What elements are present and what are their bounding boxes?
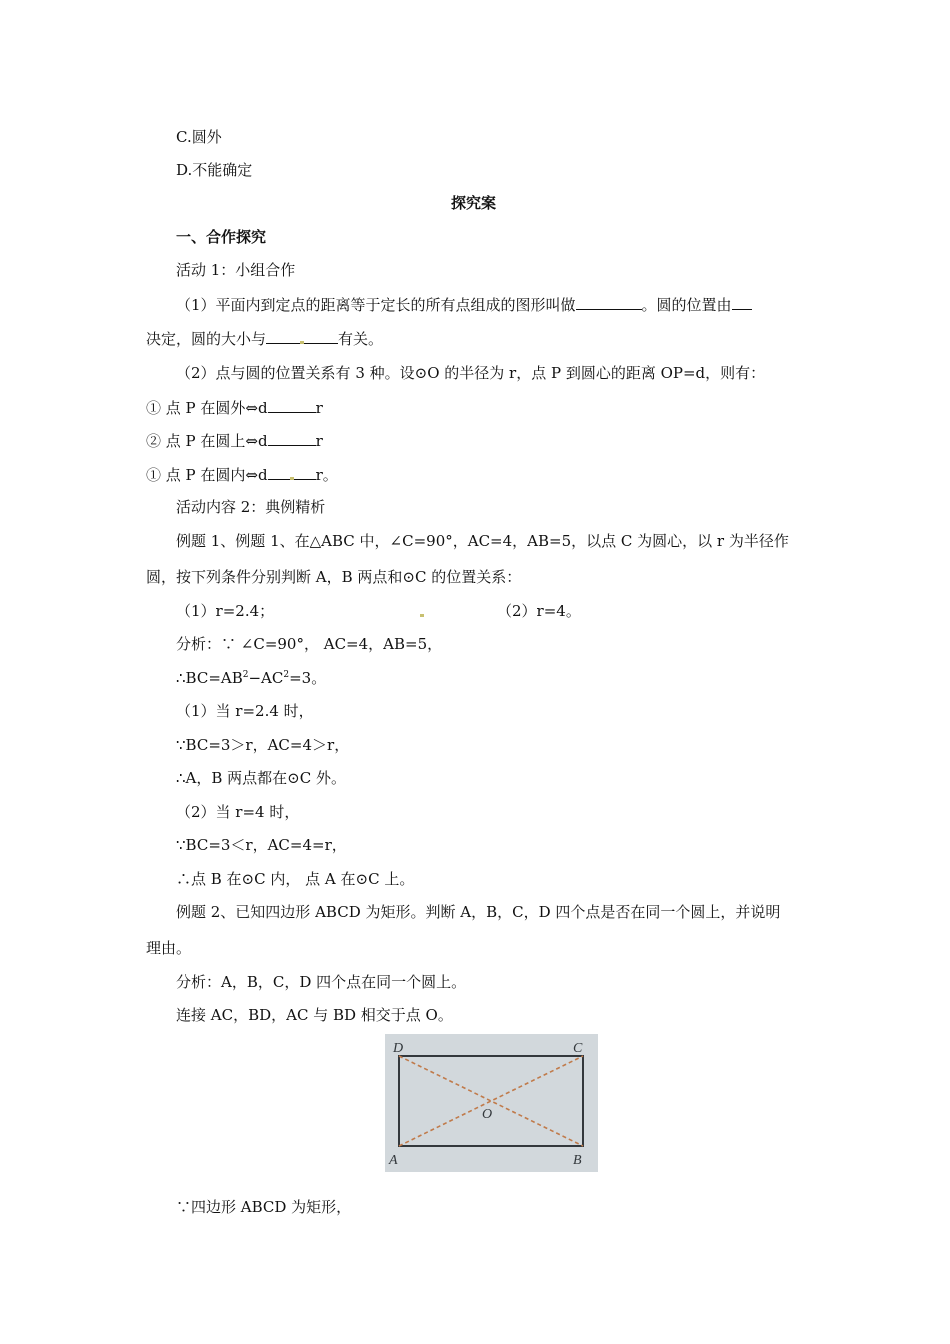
example-1-case-1: （1）r=2.4； [176, 602, 275, 620]
highlight-mark [290, 477, 294, 480]
label-o: O [482, 1107, 493, 1122]
relation-outside [146, 397, 323, 418]
answer-blank[interactable] [732, 294, 752, 310]
rectangle-figure [385, 1034, 598, 1172]
example-1-case-2: （2）r=4。 [497, 602, 581, 620]
example-2-line-1: 例题 2、已知四边形 ABCD 为矩形。判断 A，B，C，D 四个点是否在同一个圆上，并说明 [176, 903, 781, 921]
highlight-mark [300, 341, 304, 344]
case-2-because: ∵BC=3＜r，AC=4=r， [176, 836, 347, 854]
bc-formula [176, 668, 326, 688]
label-a: A [389, 1153, 398, 1168]
analysis-1: 分析：∵ ∠C=90°， AC=4，AB=5， [176, 635, 443, 653]
example-1-line-1: 例题 1、例题 1、在△ABC 中，∠C=90°，AC=4，AB=5，以点 C 为圆心，以 r 为半径作 [176, 532, 789, 550]
connect-diagonals: 连接 AC，BD，AC 与 BD 相交于点 O。 [176, 1006, 453, 1024]
question-1-line-2 [146, 328, 383, 349]
case-1-therefore: ∴A，B 两点都在⊙C 外。 [176, 769, 346, 787]
answer-blank[interactable] [268, 397, 316, 413]
bc-formula-a: ∴BC=AB [176, 669, 243, 687]
case-1-because: ∵BC=3＞r，AC=4＞r， [176, 736, 350, 754]
relation-on-text: ② 点 P 在圆上⇔d [146, 432, 268, 450]
relation-inside [146, 464, 338, 485]
answer-blank[interactable] [268, 430, 316, 446]
section-title: 探究案 [451, 194, 497, 212]
relation-inside-text: ① 点 P 在圆内⇔d [146, 466, 268, 484]
activity-1-title: 活动 1：小组合作 [176, 261, 296, 279]
question-1-text-d: 有关。 [338, 330, 384, 348]
highlight-mark [420, 614, 424, 617]
option-c: C.圆外 [176, 128, 222, 146]
bc-formula-b: −AC [248, 669, 284, 687]
relation-outside-text: ① 点 P 在圆外⇔d [146, 399, 268, 417]
answer-blank[interactable] [266, 328, 338, 344]
answer-blank[interactable] [268, 464, 316, 480]
square-exponent: 2 [283, 670, 290, 680]
relation-on-r: r [315, 432, 323, 450]
label-b: B [573, 1153, 582, 1168]
heading-cooperative-inquiry: 一、合作探究 [176, 228, 267, 246]
figure-background [385, 1034, 598, 1172]
case-2-therefore: ∴点 B 在⊙C 内， 点 A 在⊙C 上。 [176, 870, 415, 888]
question-1-text-a: （1）平面内到定点的距离等于定长的所有点组成的图形叫做 [176, 296, 576, 314]
label-d: D [393, 1041, 404, 1056]
relation-inside-r: r。 [315, 466, 338, 484]
analysis-2: 分析：A，B，C，D 四个点在同一个圆上。 [176, 973, 467, 991]
option-d: D.不能确定 [176, 161, 253, 179]
relation-outside-r: r [315, 399, 323, 417]
relation-on [146, 430, 323, 451]
final-statement: ∵四边形 ABCD 为矩形， [176, 1198, 352, 1216]
answer-blank[interactable] [576, 294, 642, 310]
question-1-text-c: 决定，圆的大小与 [146, 330, 267, 348]
question-1-text-b: 。圆的位置由 [641, 296, 732, 314]
case-2-condition: （2）当 r=4 时， [176, 803, 300, 821]
question-2: （2）点与圆的位置关系有 3 种。设⊙O 的半径为 r，点 P 到圆心的距离 OP=d，则有： [176, 364, 766, 382]
activity-2-title: 活动内容 2：典例精析 [176, 498, 326, 516]
label-c: C [573, 1041, 583, 1056]
bc-formula-c: =3。 [289, 669, 327, 687]
square-exponent: 2 [242, 670, 249, 680]
example-1-line-2: 圆，按下列条件分别判断 A，B 两点和⊙C 的位置关系： [146, 568, 522, 586]
example-2-line-2: 理由。 [146, 939, 192, 957]
case-1-condition: （1）当 r=2.4 时， [176, 702, 314, 720]
question-1-line-1 [176, 294, 752, 315]
